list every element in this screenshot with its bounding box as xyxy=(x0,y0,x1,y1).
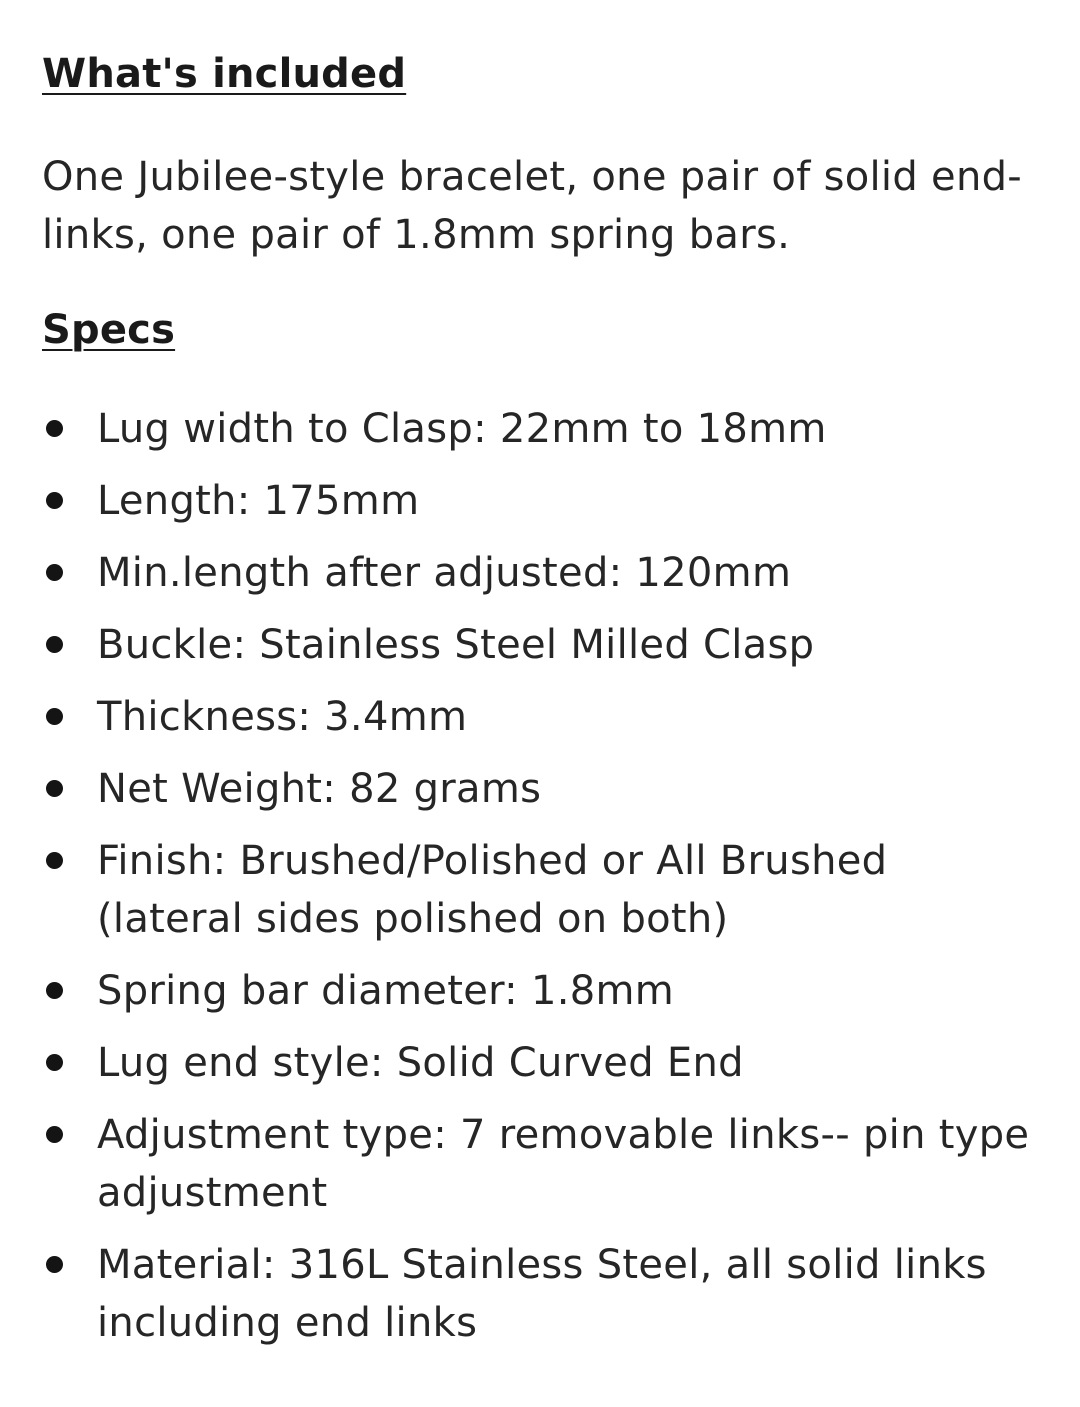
spec-item xyxy=(42,472,1042,530)
spec-item-text: Material: 316L Stainless Steel, all solid links including end links xyxy=(97,1242,987,1346)
bullet-icon xyxy=(46,1126,63,1143)
spec-item-text: Lug width to Clasp: 22mm to 18mm xyxy=(97,406,827,452)
bullet-icon xyxy=(46,636,63,653)
spec-item-text: Adjustment type: 7 removable links-- pin type adjustment xyxy=(97,1112,1030,1216)
whats-included-heading: What's included xyxy=(42,51,407,97)
spec-item xyxy=(42,1236,1042,1352)
bullet-icon xyxy=(46,564,63,581)
spec-item-text: Length: 175mm xyxy=(97,478,420,524)
bullet-icon xyxy=(46,420,63,437)
spec-item-text: Net Weight: 82 grams xyxy=(97,766,542,812)
spec-item xyxy=(42,1106,1042,1222)
bullet-icon xyxy=(46,780,63,797)
spec-item xyxy=(42,544,1042,602)
spec-item xyxy=(42,400,1042,458)
spec-item-text: Min.length after adjusted: 120mm xyxy=(97,550,792,596)
specs-heading: Specs xyxy=(42,307,176,353)
spec-item xyxy=(42,760,1042,818)
bullet-icon xyxy=(46,492,63,509)
bullet-icon xyxy=(46,708,63,725)
spec-item xyxy=(42,962,1042,1020)
spec-item-text: Spring bar diameter: 1.8mm xyxy=(97,968,675,1014)
whats-included-text: One Jubilee-style bracelet, one pair of solid end-links, one pair of 1.8mm spring bars. xyxy=(42,154,1023,258)
bullet-icon xyxy=(46,852,63,869)
bullet-icon xyxy=(46,1054,63,1071)
specs-list xyxy=(42,400,1042,1366)
spec-item-text: Buckle: Stainless Steel Milled Clasp xyxy=(97,622,815,668)
spec-item-text: Lug end style: Solid Curved End xyxy=(97,1040,744,1086)
spec-item xyxy=(42,616,1042,674)
spec-item-text: Thickness: 3.4mm xyxy=(97,694,468,740)
spec-item-text: Finish: Brushed/Polished or All Brushed (lateral sides polished on both) xyxy=(97,838,888,942)
spec-item xyxy=(42,832,1042,948)
spec-item xyxy=(42,1034,1042,1092)
bullet-icon xyxy=(46,1256,63,1273)
bullet-icon xyxy=(46,982,63,999)
spec-item xyxy=(42,688,1042,746)
